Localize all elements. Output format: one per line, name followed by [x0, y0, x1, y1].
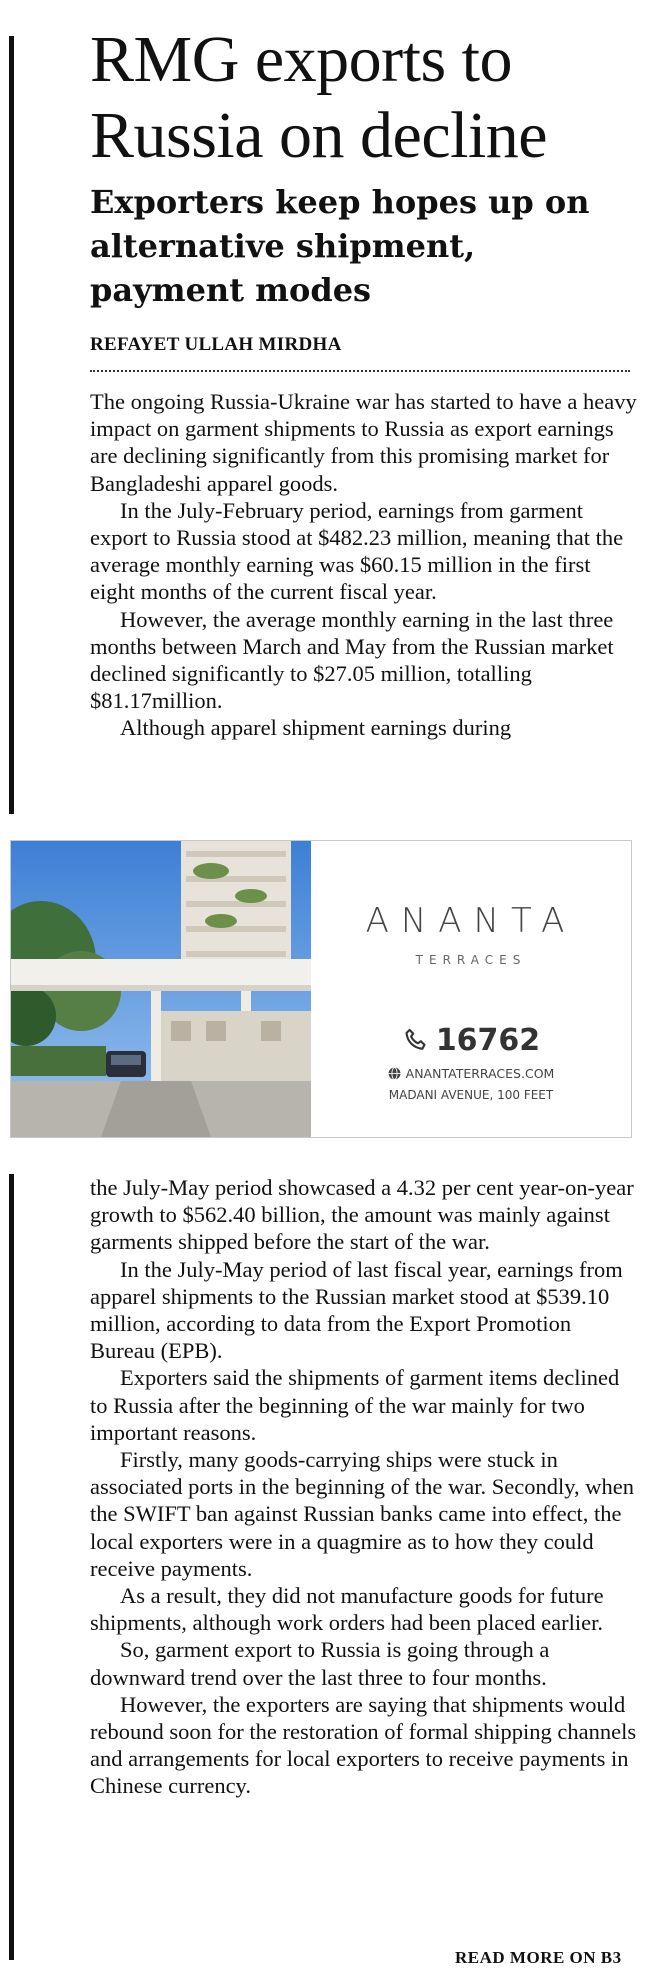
- article-body-bottom: [90, 1174, 638, 1800]
- ad-photo: [11, 841, 311, 1137]
- column-rule-top: [9, 36, 14, 814]
- ad-phone-number: 16762: [435, 1023, 541, 1058]
- paragraph: Exporters said the shipments of garment items declined to Russia after the beginning of the war mainly for two important reasons.: [90, 1365, 620, 1445]
- byline-divider: [90, 370, 630, 372]
- headline-line-1: RMG exports to: [90, 23, 512, 96]
- phone-icon: [402, 1027, 430, 1055]
- ad-phone[interactable]: [311, 1023, 631, 1058]
- paragraph: Firstly, many goods-carrying ships were stuck in associated ports in the beginning of the war. Secondly, when the SWIFT ban against Russian banks came into effect, the local exporters were in a quagmire as to how they could receive payments.: [90, 1447, 635, 1581]
- ad-building-illustration: [11, 841, 311, 1137]
- article-body-top: [90, 388, 638, 742]
- subheadline: Exporters keep hopes up on alternative shipment, payment modes: [90, 183, 590, 309]
- paragraph: However, the exporters are saying that shipments would rebound soon for the restoration of formal shipping channels and arrangements for local exporters to receive payments in Chinese currency.: [90, 1691, 637, 1799]
- advertisement[interactable]: [10, 840, 632, 1138]
- ad-brand-panel: [311, 841, 631, 1137]
- paragraph: In the July-May period of last fiscal year, earnings from apparel shipments to the Russian market stood at $539.10 million, according to data from the Export Promotion Bureau (EPB).: [90, 1256, 623, 1364]
- paragraph: In the July-February period, earnings from garment export to Russia stood at $482.23 million, meaning that the average monthly earning was $60.15 million in the first eight months of the current fiscal year.: [90, 497, 624, 605]
- headline: [90, 22, 649, 174]
- ad-address: MADANI AVENUE, 100 FEET: [388, 1088, 554, 1102]
- read-more-link[interactable]: READ MORE ON B3: [455, 1948, 622, 1967]
- paragraph: So, garment export to Russia is going through a downward trend over the last three to four months.: [90, 1637, 550, 1690]
- globe-icon: [388, 1067, 401, 1080]
- byline: REFAYET ULLAH MIRDHA: [90, 334, 342, 355]
- column-rule-bottom: [9, 1174, 14, 1960]
- headline-line-2: Russia on decline: [90, 99, 548, 172]
- paragraph: As a result, they did not manufacture goods for future shipments, although work orders had been placed earlier.: [90, 1583, 604, 1636]
- ad-website-url: ANANTATERRACES.COM: [405, 1066, 555, 1081]
- ad-website[interactable]: [311, 1066, 631, 1081]
- paragraph: However, the average monthly earning in the last three months between March and May from the Russian market declined significantly to $27.05 million, totalling $81.17million.: [90, 606, 614, 714]
- ad-brand-subtitle: TERRACES: [415, 953, 527, 967]
- paragraph: The ongoing Russia-Ukraine war has started to have a heavy impact on garment shipments to Russia as export earnings are declining significantly from this promising market for Bangladeshi apparel goods.: [90, 389, 637, 496]
- paragraph: the July-May period showcased a 4.32 per cent year-on-year growth to $562.40 billion, the amount was mainly against garments shipped before the start of the war.: [90, 1175, 634, 1255]
- paragraph: Although apparel shipment earnings during: [120, 715, 512, 741]
- ad-brand-name: ANANTA: [365, 901, 577, 941]
